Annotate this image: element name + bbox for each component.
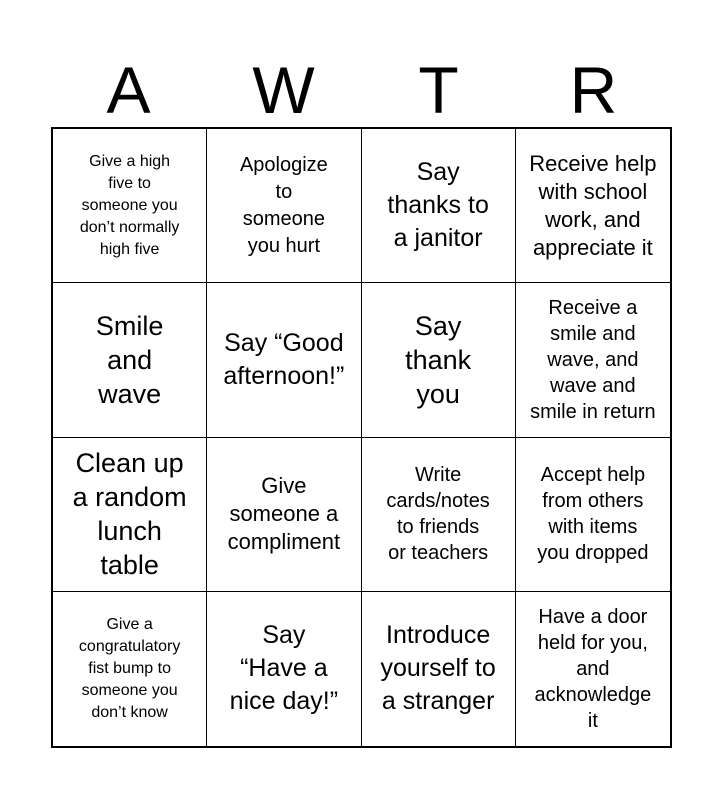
cell-text: Say “Have a nice day!” bbox=[229, 621, 339, 716]
bingo-cell[interactable] bbox=[362, 283, 516, 437]
bingo-cell[interactable] bbox=[207, 438, 361, 592]
cell-text: Say thank you bbox=[405, 310, 472, 409]
cell-text: Say “Good afternoon!” bbox=[223, 328, 345, 390]
bingo-header bbox=[51, 52, 671, 128]
cell-text: Clean up a random lunch table bbox=[72, 448, 187, 581]
bingo-cell[interactable] bbox=[362, 438, 516, 592]
cell-text: Accept help from others with items you dropped bbox=[537, 464, 649, 565]
cell-text: Write cards/notes to friends or teachers bbox=[386, 464, 490, 565]
bingo-cell[interactable] bbox=[516, 592, 670, 746]
cell-text: Smile and wave bbox=[95, 310, 164, 409]
cell-text: Introduce yourself to a stranger bbox=[380, 621, 496, 716]
cell-text: Say thanks to a janitor bbox=[387, 158, 489, 253]
bingo-cell[interactable] bbox=[516, 438, 670, 592]
bingo-cell[interactable] bbox=[516, 129, 670, 283]
header-letter-t: T bbox=[418, 53, 459, 127]
cell-text: Apologize to someone you hurt bbox=[239, 153, 328, 257]
bingo-board bbox=[51, 127, 672, 748]
bingo-cell[interactable] bbox=[53, 283, 207, 437]
bingo-cell[interactable] bbox=[53, 129, 207, 283]
cell-text: Have a door held for you, and acknowledge it bbox=[534, 605, 652, 732]
bingo-cell[interactable] bbox=[207, 283, 361, 437]
bingo-cell[interactable] bbox=[362, 592, 516, 746]
header-letter-w: W bbox=[252, 53, 315, 127]
cell-text: Receive a smile and wave, and wave and smile in return bbox=[530, 296, 656, 423]
cell-text: Give a high five to someone you don’t normally high five bbox=[79, 152, 180, 258]
bingo-cell[interactable] bbox=[53, 592, 207, 746]
bingo-cell[interactable] bbox=[207, 129, 361, 283]
bingo-cell[interactable] bbox=[516, 283, 670, 437]
header-letter-r: R bbox=[569, 53, 618, 127]
bingo-cell[interactable] bbox=[207, 592, 361, 746]
cell-text: Give someone a compliment bbox=[227, 473, 341, 555]
cell-text: Give a congratulatory fist bump to someone you don’t know bbox=[78, 615, 181, 721]
bingo-cell[interactable] bbox=[53, 438, 207, 592]
cell-text: Receive help with school work, and appreciate it bbox=[529, 150, 657, 260]
bingo-cell[interactable] bbox=[362, 129, 516, 283]
header-letter-a: A bbox=[106, 53, 151, 127]
